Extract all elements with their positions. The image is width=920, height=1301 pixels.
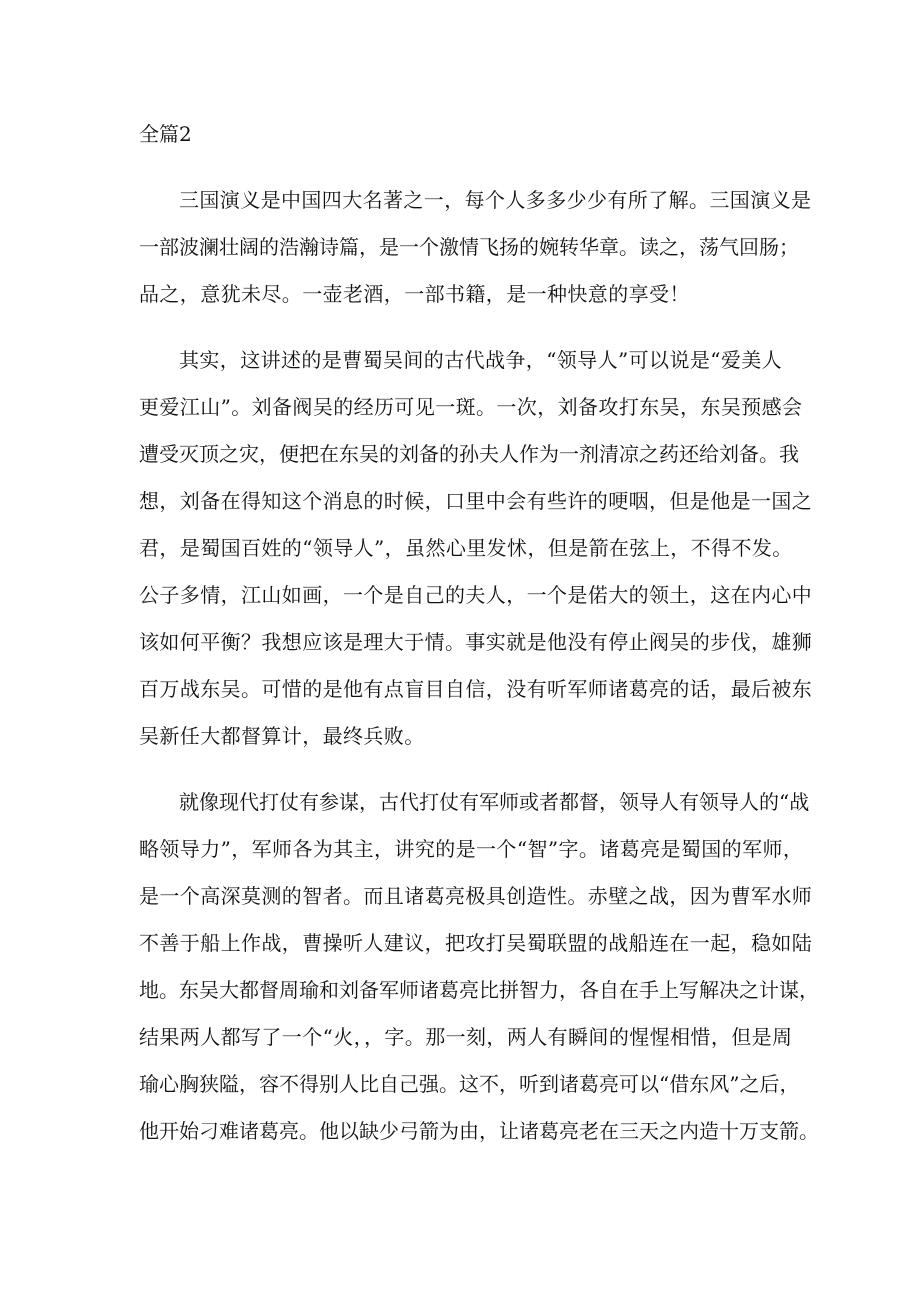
paragraph-line: 其实，这讲述的是曹蜀吴间的古代战争，“领导人”可以说是“爱美人 [179, 348, 783, 372]
paragraph-line: 品之，意犹未尽。一壶老酒，一部书籍，是一种快意的享受！ [139, 282, 690, 306]
paragraph-line: 遭受灭顶之灾，便把在东吴的刘备的孙夫人作为一剂清凉之药还给刘备。我 [139, 442, 799, 466]
paragraph-line: 君，是蜀国百姓的“领导人”，虽然心里发怵，但是箭在弦上，不得不发。 [139, 536, 793, 560]
section-heading: 全篇2 [139, 122, 192, 146]
paragraph-line: 结果两人都写了一个“火，，字。那一刻，两人有瞬间的惺惺相惜，但是周 [139, 1025, 793, 1049]
paragraph-line: 瑜心胸狭隘，容不得别人比自己强。这不，听到诸葛亮可以“借东风”之后， [139, 1072, 800, 1096]
paragraph-line: 地。东吴大都督周瑜和刘备军师诸葛亮比拼智力，各自在手上写解决之计谋， [139, 978, 819, 1002]
paragraph-line: 就像现代打仗有参谋，古代打仗有军师或者都督，领导人有领导人的“战 [179, 790, 810, 814]
paragraph-3 [139, 779, 819, 1155]
paragraph-1 [139, 177, 812, 318]
paragraph-line: 一部波澜壮阔的浩瀚诗篇，是一个激情飞扬的婉转华章。读之，荡气回肠； [139, 235, 799, 259]
paragraph-line: 更爱江山”。刘备阀吴的经历可见一斑。一次，刘备攻打东吴，东吴预感会 [139, 395, 803, 419]
paragraph-line: 吴新任大都督算计，最终兵败。 [139, 724, 425, 748]
paragraph-line: 不善于船上作战，曹操听人建议，把攻打吴蜀联盟的战船连在一起，稳如陆 [139, 931, 813, 955]
paragraph-line: 想，刘备在得知这个消息的时候，口里中会有些许的哽咽，但是他是一国之 [139, 489, 813, 513]
paragraph-2 [139, 337, 813, 760]
paragraph-line: 略领导力”，军师各为其主，讲究的是一个“智”字。诸葛亮是蜀国的军师， [139, 837, 804, 861]
paragraph-line: 该如何平衡？我想应该是理大于情。事实就是他没有停止阀吴的步伐，雄狮 [139, 630, 813, 654]
paragraph-line: 他开始刁难诸葛亮。他以缺少弓箭为由，让诸葛亮老在三天之内造十万支箭。 [139, 1119, 819, 1143]
paragraph-line: 三国演义是中国四大名著之一，每个人多多少少有所了解。三国演义是 [179, 188, 812, 212]
paragraph-line: 公子多情，江山如画，一个是自己的夫人，一个是偌大的领土，这在内心中 [139, 583, 813, 607]
paragraph-line: 百万战东吴。可惜的是他有点盲目自信，没有听军师诸葛亮的话，最后被东 [139, 677, 813, 701]
paragraph-line: 是一个高深莫测的智者。而且诸葛亮极具创造性。赤壁之战，因为曹军水师 [139, 884, 813, 908]
